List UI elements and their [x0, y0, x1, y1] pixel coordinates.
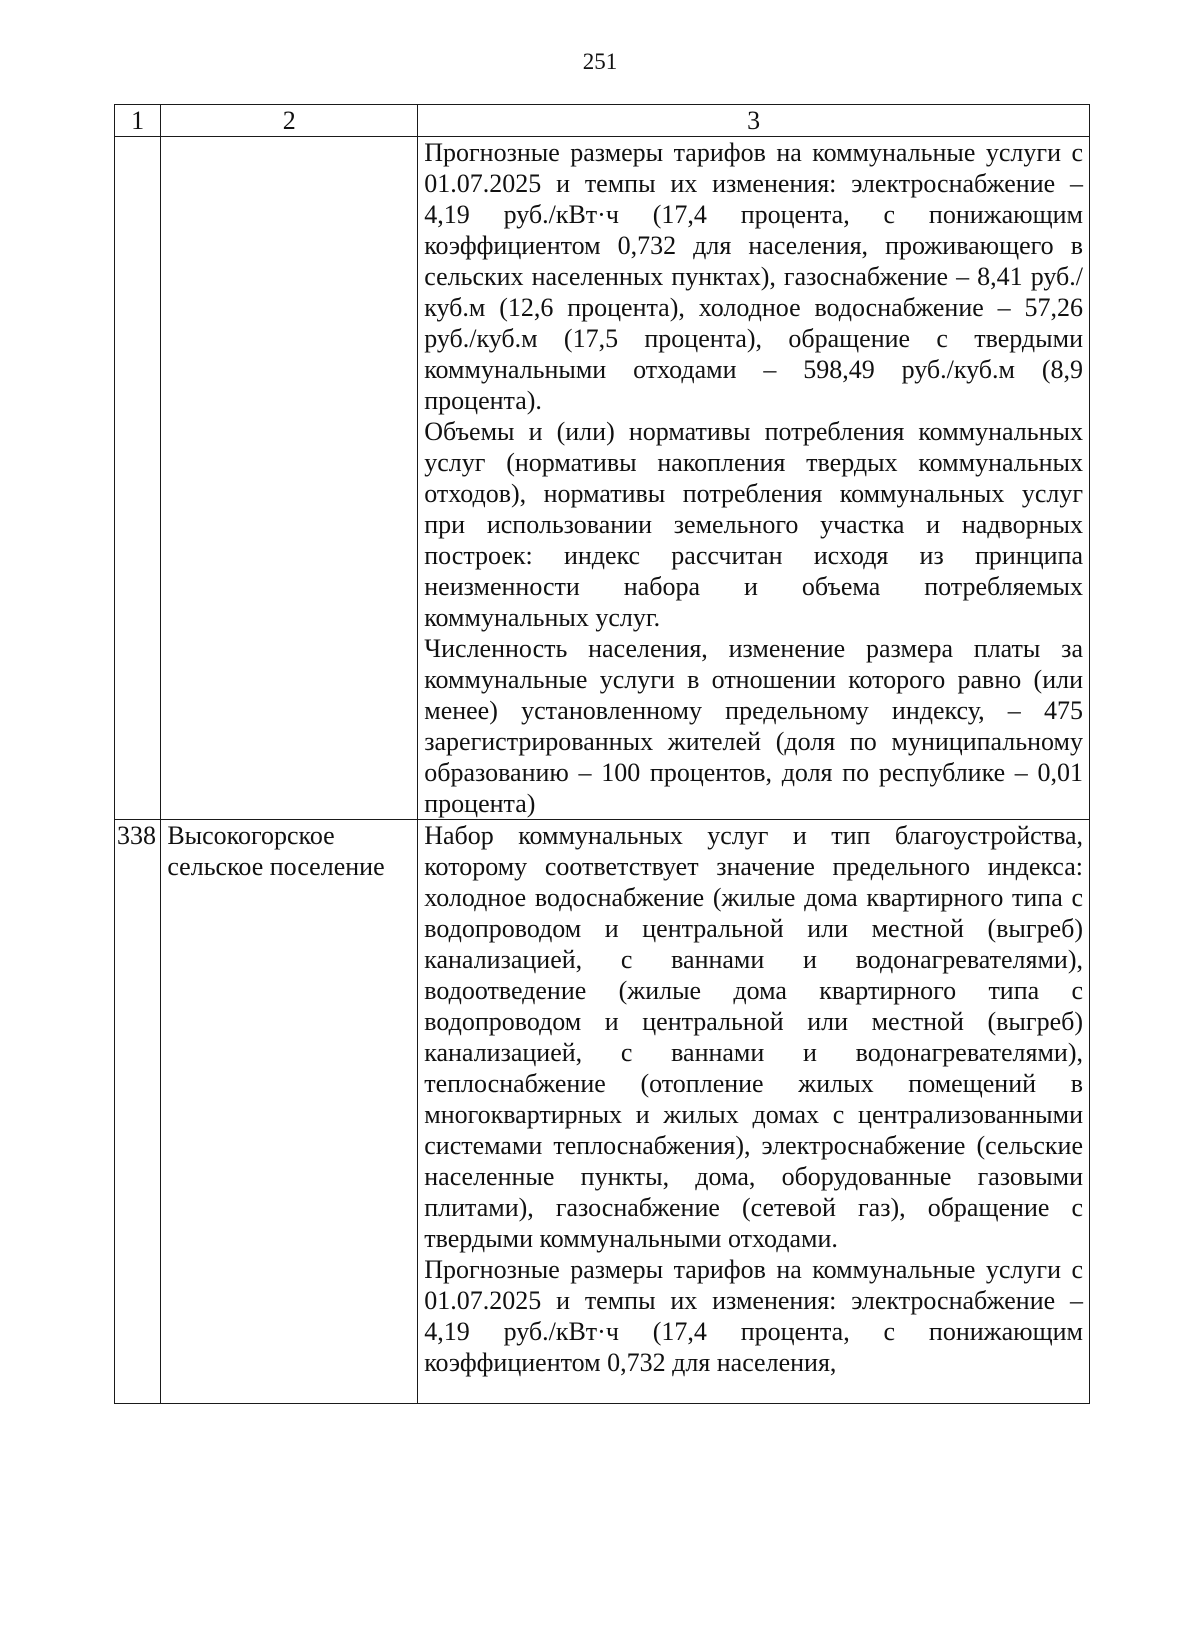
tariff-forecast-paragraph: Прогнозные размеры тарифов на коммунальные услуги с 01.07.2025 и темпы их изменения: электроснабжение – 4,19 руб./кВт·ч (17,4 процента, с понижающим коэффициентом 0,732 для населения,: [424, 1255, 1083, 1377]
column-header-1: 1: [115, 105, 161, 137]
indicator-description-cell: [418, 137, 1090, 820]
table-header-row: [115, 105, 1090, 137]
column-header-3: 3: [418, 105, 1090, 137]
row-number-cell: 338: [115, 820, 161, 1404]
tariff-forecast-paragraph: Прогнозные размеры тарифов на коммунальные услуги с 01.07.2025 и темпы их изменения: электроснабжение – 4,19 руб./кВт·ч (17,4 процента, с понижающим коэффициентом 0,732 для населения, проживающего в сельских населенных пунктах), газоснабжение – 8,41 руб./куб.м (12,6 процента), холодное водоснабжение – 57,26 руб./куб.м (17,5 процента), обращение с твердыми коммунальными отходами – 598,49 руб./куб.м (8,9 процента).: [424, 138, 1083, 415]
settlement-name-cell: [161, 137, 418, 820]
table-row: [115, 137, 1090, 820]
column-header-2: 2: [161, 105, 418, 137]
page-number: 251: [582, 49, 618, 74]
table-row: [115, 820, 1090, 1404]
row-number-cell: [115, 137, 161, 820]
population-paragraph: Численность населения, изменение размера платы за коммунальные услуги в отношении которого равно (или менее) установленному предельному индексу, – 475 зарегистрированных жителей (доля по муниципальному образованию – 100 процентов, доля по республике – 0,01 процента): [424, 634, 1083, 818]
consumption-norms-paragraph: Объемы и (или) нормативы потребления коммунальных услуг (нормативы накопления твердых коммунальных отходов), нормативы потребления коммунальных услуг при использовании земельного участка и надворных построек: индекс рассчитан исходя из принципа неизменности набора и объема потребляемых коммунальных услуг.: [424, 417, 1083, 632]
indicator-description-cell: [418, 820, 1090, 1404]
services-set-paragraph: Набор коммунальных услуг и тип благоустройства, которому соответствует значение предельного индекса: холодное водоснабжение (жилые дома квартирного типа с водопроводом и центральной или местной (выгреб) канализацией, с ваннами и водонагревателями), водоотведение (жилые дома квартирного типа с водопроводом и центральной или местной (выгреб) канализацией, с ваннами и водонагревателями), теплоснабжение (отопление жилых помещений в многоквартирных и жилых домах с централизованными системами теплоснабжения), электроснабжение (сельские населенные пункты, дома, оборудованные газовыми плитами), газоснабжение (сетевой газ), обращение с твердыми коммунальными отходами.: [424, 821, 1083, 1253]
settlement-name-cell: Высокогорское сельское поселение: [161, 820, 418, 1404]
tariff-table: [114, 104, 1090, 1404]
